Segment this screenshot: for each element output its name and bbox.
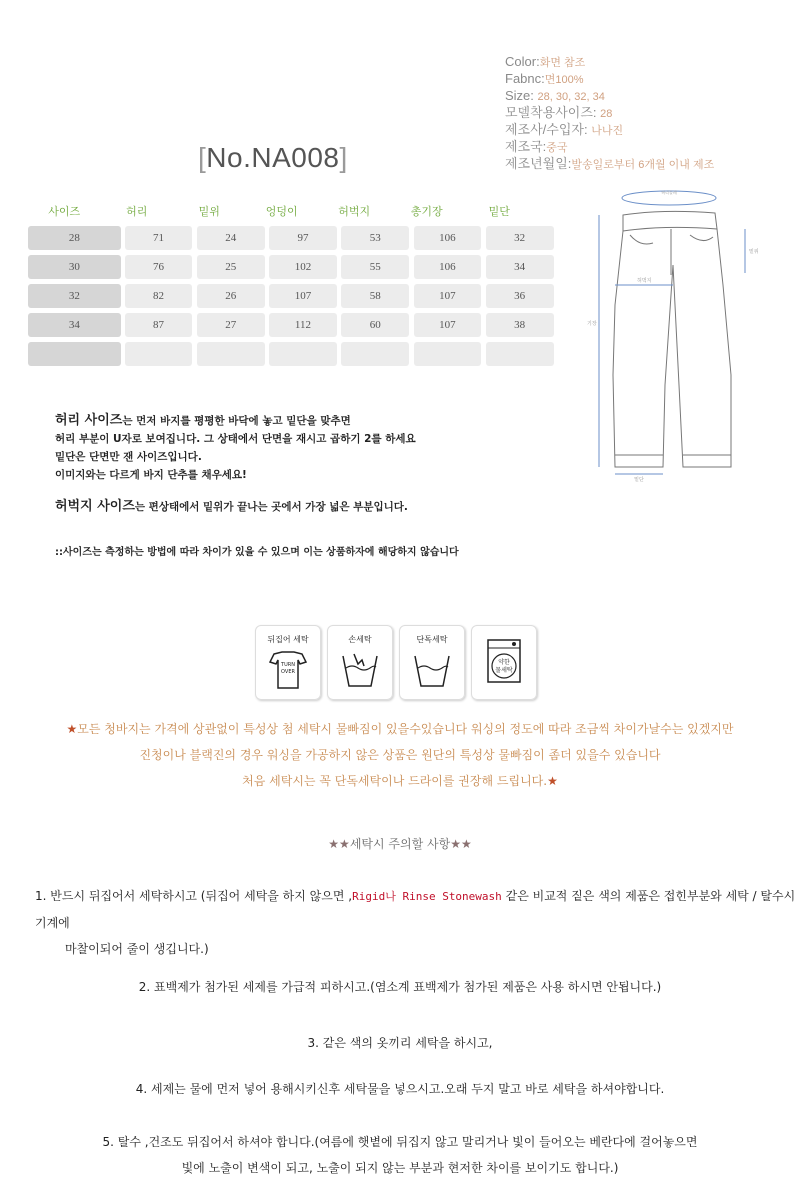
size-cell: [414, 342, 482, 366]
fabric-key: Fabnc:: [505, 71, 545, 86]
waist-desc-2: 허리 부분이 U자로 보여집니다. 그 상태에서 단면을 재시고 곱하기 2를 하세요: [55, 433, 416, 445]
header-thigh: 허벅지: [338, 205, 371, 218]
warning-line-1: 모든 청바지는 가격에 상관없이 특성상 첨 세탁시 물빠짐이 있을수있습니다 워싱의 정도에 따라 조금씩 차이가날수는 있겠지만: [77, 722, 734, 736]
gentle-wash-icon: [471, 625, 537, 700]
header-size: 사이즈: [48, 205, 81, 218]
size-cell: [486, 342, 554, 366]
size-cell: 55: [341, 255, 409, 279]
country-value: 중국: [546, 142, 568, 154]
stars-icon: ★★: [328, 837, 350, 851]
size-cell: 87: [125, 313, 193, 337]
separate-wash-icon: [399, 625, 465, 700]
size-cell: 53: [341, 226, 409, 250]
product-code-text: No.NA008: [206, 142, 340, 173]
size-cell: [125, 342, 193, 366]
caution-title-text: 세탁시 주의할 사항: [349, 837, 451, 851]
warning-line-3: 처음 세탁시는 꼭 단독세탁이나 드라이를 권장해 드립니다.: [242, 774, 548, 788]
diagram-waist-label: 허리둘레: [661, 190, 677, 195]
header-rise: 밑위: [198, 205, 220, 218]
stars-icon: ★★: [450, 837, 472, 851]
size-cell: 107: [269, 284, 337, 308]
rule-1-b: 같은 비교적 짙은 색의 제품은 접힌부분와 세탁 / 탈수시 기계에: [35, 889, 796, 930]
size-cell: 36: [486, 284, 554, 308]
waist-size-title: 허리 사이즈: [55, 413, 123, 428]
svg-text:TURN: TURN: [281, 662, 295, 668]
model-size-value: 28: [600, 108, 613, 120]
rule-1-c: 마찰이되어 줄이 생깁니다.): [65, 942, 209, 956]
jeans-diagram: [585, 185, 760, 485]
header-hem: 밑단: [488, 205, 510, 218]
size-cell: 28: [28, 226, 121, 250]
wash-rules: [0, 883, 800, 1181]
waist-desc-1: 는 먼저 바지를 평평한 바닥에 놓고 밑단을 맞추면: [122, 415, 351, 427]
measurement-note: ::사이즈는 측정하는 방법에 따라 차이가 있을 수 있으며 이는 상품하자에 해당하지 않습니다: [55, 547, 459, 558]
size-cell: 25: [197, 255, 265, 279]
care-label: 손세탁: [348, 635, 372, 644]
size-cell: 71: [125, 226, 193, 250]
star-icon: ★: [66, 722, 78, 736]
thigh-desc: 는 편상태에서 밑위가 끝나는 곳에서 가장 넓은 부분입니다.: [134, 501, 408, 513]
size-table-header: [28, 203, 558, 221]
size-cell: [28, 342, 121, 366]
size-cell: 60: [341, 313, 409, 337]
warning-line-2: 진청이나 블랙진의 경우 워싱을 가공하지 않은 상품은 원단의 특성상 물빠짐이 좀더 있을수 있습니다: [139, 748, 661, 762]
maker-value: 나나진: [591, 125, 624, 137]
size-description: [55, 412, 575, 516]
waist-desc-3: 밑단은 단면만 잰 사이즈입니다.: [55, 451, 202, 463]
color-key: Color:: [505, 54, 540, 69]
caution-title: [0, 835, 800, 852]
size-cell: 106: [414, 255, 482, 279]
care-label: 단독세탁: [416, 635, 448, 644]
size-cell: 58: [341, 284, 409, 308]
care-label: 뒤집어 세탁: [267, 635, 309, 644]
turn-over-wash-icon: [255, 625, 321, 700]
care-icons: [255, 625, 543, 700]
size-cell: 32: [486, 226, 554, 250]
wash-warning: [0, 716, 800, 794]
waist-desc-4: 이미지와는 다르게 바지 단추를 채우세요!: [55, 469, 247, 481]
size-cell: 30: [28, 255, 121, 279]
rule-3: 3. 같은 색의 옷끼리 세탁을 하시고,: [307, 1036, 493, 1050]
model-size-key: 모델착용사이즈:: [505, 105, 597, 120]
size-cell: 97: [269, 226, 337, 250]
fabric-value: 면100%: [544, 74, 584, 86]
star-icon: ★: [547, 774, 558, 788]
thigh-size-title: 허벅지 사이즈: [55, 499, 135, 514]
size-row: [28, 342, 558, 366]
product-spec: [505, 54, 795, 173]
date-key: 제조년월일:: [505, 156, 572, 171]
size-cell: [269, 342, 337, 366]
rule-1-a: 1. 반드시 뒤집어서 세탁하시고 (뒤집어 세탁을 하지 않으면 ,: [35, 889, 353, 903]
color-value: 화면 참조: [539, 57, 586, 69]
size-cell: 112: [269, 313, 337, 337]
product-code: [No.NA008]: [198, 142, 348, 173]
country-key: 제조국:: [505, 139, 547, 154]
svg-text:물세탁: 물세탁: [495, 667, 513, 674]
size-row: [28, 226, 558, 250]
rule-2: 2. 표백제가 첨가된 세제를 가급적 피하시고.(염소계 표백제가 첨가된 제품은 사용 하시면 안됩니다.): [138, 980, 662, 994]
size-table: [28, 203, 558, 366]
size-cell: 82: [125, 284, 193, 308]
rule-4: 4. 세제는 물에 먼저 넣어 용해시키신후 세탁물을 넣으시고.오래 두지 말고 바로 세탁을 하셔야합니다.: [135, 1082, 665, 1096]
size-cell: 34: [486, 255, 554, 279]
rule-5-b: 빛에 노출이 변색이 되고, 노출이 되지 않는 부분과 현저한 차이를 보이기도 합니다.): [181, 1161, 619, 1175]
size-key: Size:: [505, 88, 534, 103]
size-row: [28, 284, 558, 308]
hand-wash-icon: [327, 625, 393, 700]
gentle-wash-text: 약한: [498, 659, 510, 666]
size-cell: 76: [125, 255, 193, 279]
rule-1-highlight: Rigid나 Rinse Stonewash: [352, 890, 502, 903]
maker-key: 제조사/수입자:: [505, 122, 588, 137]
size-cell: 107: [414, 313, 482, 337]
size-cell: 32: [28, 284, 121, 308]
diagram-hem-label: 밑단: [634, 477, 644, 483]
size-cell: 38: [486, 313, 554, 337]
size-cell: 26: [197, 284, 265, 308]
header-hip: 엉덩이: [265, 205, 298, 218]
size-row: [28, 313, 558, 337]
rule-5-a: 5. 탈수 ,건조도 뒤집어서 하셔야 합니다.(여름에 햇볕에 뒤집지 않고 말리거나 빛이 들어오는 베란다에 걸어놓으면: [102, 1135, 698, 1149]
diagram-rise-label: 밑위: [749, 249, 759, 255]
size-row: [28, 255, 558, 279]
size-cell: 34: [28, 313, 121, 337]
size-cell: 27: [197, 313, 265, 337]
size-cell: 107: [414, 284, 482, 308]
diagram-thigh-label: 허벅지: [637, 278, 652, 284]
size-cell: [197, 342, 265, 366]
size-cell: [341, 342, 409, 366]
header-waist: 허리: [126, 205, 148, 218]
size-value: 28, 30, 32, 34: [537, 91, 605, 103]
diagram-length-label: 기장: [587, 321, 597, 327]
date-value: 발송일로부터 6개월 이내 제조: [571, 159, 715, 171]
size-cell: 24: [197, 226, 265, 250]
size-cell: 102: [269, 255, 337, 279]
header-length: 총기장: [410, 205, 443, 218]
svg-text:OVER: OVER: [281, 669, 295, 675]
size-cell: 106: [414, 226, 482, 250]
